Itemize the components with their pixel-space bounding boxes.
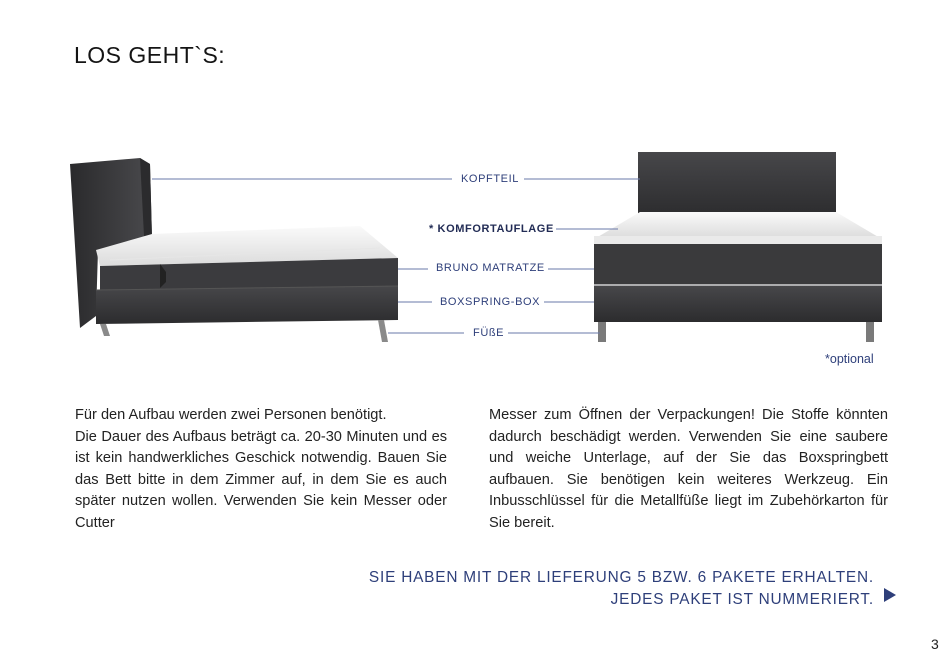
label-fuesse: FÜßE [473,327,505,339]
optional-note: *optional [825,352,874,366]
label-komfortauflage: * KOMFORTAUFLAGE [429,223,554,235]
page-number: 3 [931,636,939,652]
next-arrow-icon[interactable] [884,588,896,602]
notice-line-2: JEDES PAKET IST NUMMERIERT. [610,590,874,608]
paragraph-left-2: Die Dauer des Aufbaus beträgt ca. 20-30 Minuten und es ist kein handwerkliches Geschick notwendig. Bauen Sie das Bett bitte in dem Zimmer auf, in dem Sie es auch später nutzen wollen. Verwenden Sie kein Messer oder Cutter [75,428,447,531]
text-column-left [75,405,447,535]
text-column-right [489,405,888,535]
label-kopfteil: KOPFTEIL [461,173,519,185]
label-boxspring-box: BOXSPRING-BOX [440,296,541,308]
label-matratze: BRUNO MATRATZE [436,262,545,274]
page-title: LOS GEHT`S: [74,42,226,68]
bed-side-view [70,158,398,342]
paragraph-right: Messer zum Öffnen der Verpackungen! Die Stoffe könnten dadurch beschädigt werden. Verwenden Sie eine saubere und weiche Unterlage, auf der Sie das Boxspringbett aufbauen. Sie benötigen kein weiteres Werkzeug. Ein Inbusschlüssel für die Metallfüße liegt im Zubehörkarton für Sie bereit. [489,407,888,531]
paragraph-left-1: Für den Aufbau werden zwei Personen benötigt. [75,407,387,423]
package-notice [369,567,874,610]
notice-line-1: SIE HABEN MIT DER LIEFERUNG 5 BZW. 6 PAKETE ERHALTEN. [368,569,874,586]
bed-front-view [594,152,882,342]
